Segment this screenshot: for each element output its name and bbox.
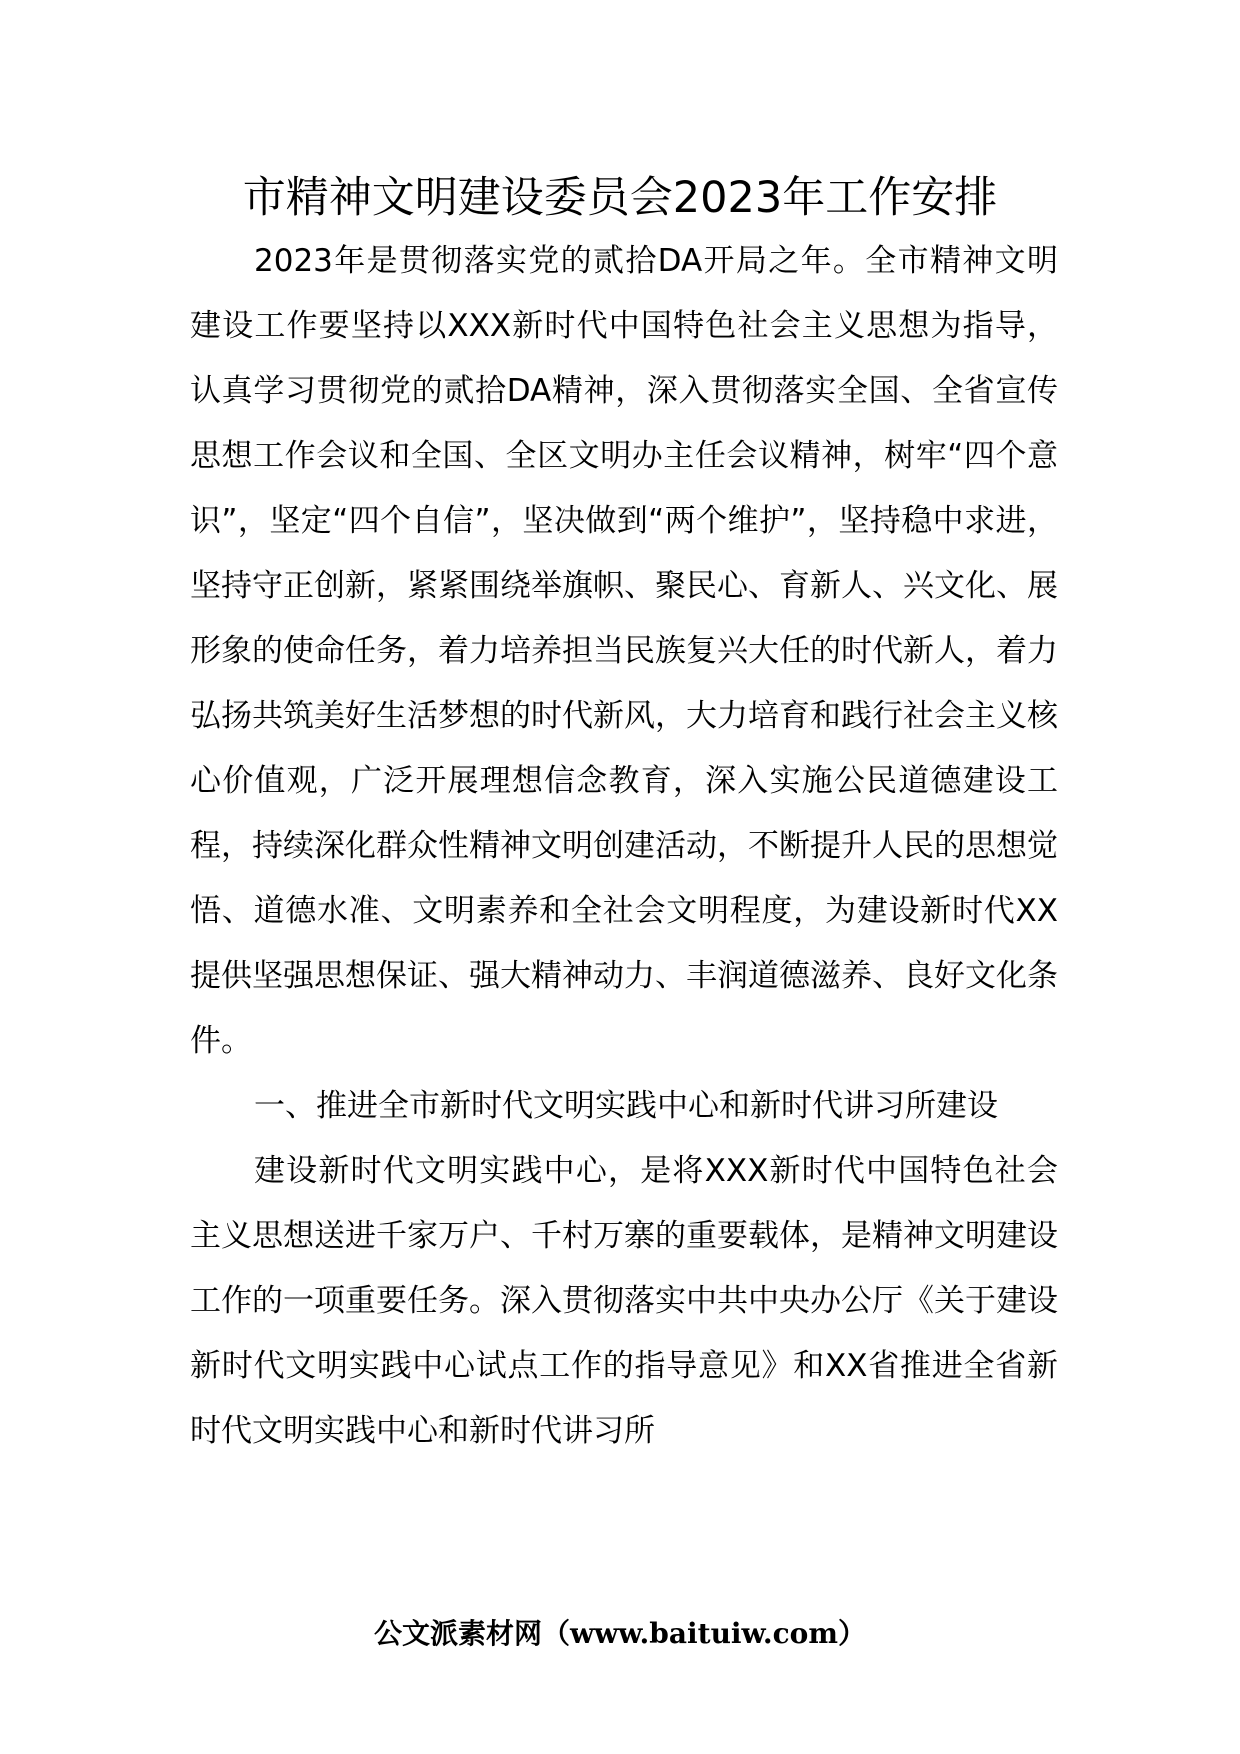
document-body <box>190 229 1058 1464</box>
intro-paragraph: 2023年是贯彻落实党的贰拾DA开局之年。全市精神文明建设工作要坚持以XXX新时代中国特色社会主义思想为指导，认真学习贯彻党的贰拾DA精神，深入贯彻落实全国、全省宣传思想工作会议和全国、全区文明办主任会议精神，树牢“四个意识”，坚定“四个自信”，坚决做到“两个维护”，坚持稳中求进，坚持守正创新，紧紧围绕举旗帜、聚民心、育新人、兴文化、展形象的使命任务，着力培养担当民族复兴大任的时代新人，着力弘扬共筑美好生活梦想的时代新风，大力培育和践行社会主义核心价值观，广泛开展理想信念教育，深入实施公民道德建设工程，持续深化群众性精神文明创建活动，不断提升人民的思想觉悟、道德水准、文明素养和全社会文明程度，为建设新时代XX提供坚强思想保证、强大精神动力、丰润道德滋养、良好文化条件。 <box>190 243 1058 1059</box>
section-1-paragraph: 建设新时代文明实践中心，是将XXX新时代中国特色社会主义思想送进千家万户、千村万寨的重要载体，是精神文明建设工作的一项重要任务。深入贯彻落实中共中央办公厅《关于建设新时代文明实践中心试点工作的指导意见》和XX省推进全省新时代文明实践中心和新时代讲习所 <box>190 1153 1058 1449</box>
document-title: 市精神文明建设委员会2023年工作安排 <box>242 173 998 223</box>
footer-watermark: 公文派素材网（www.baituiw.com） <box>374 1617 866 1650</box>
section-heading-1: 一、推进全市新时代文明实践中心和新时代讲习所建设 <box>254 1088 998 1124</box>
